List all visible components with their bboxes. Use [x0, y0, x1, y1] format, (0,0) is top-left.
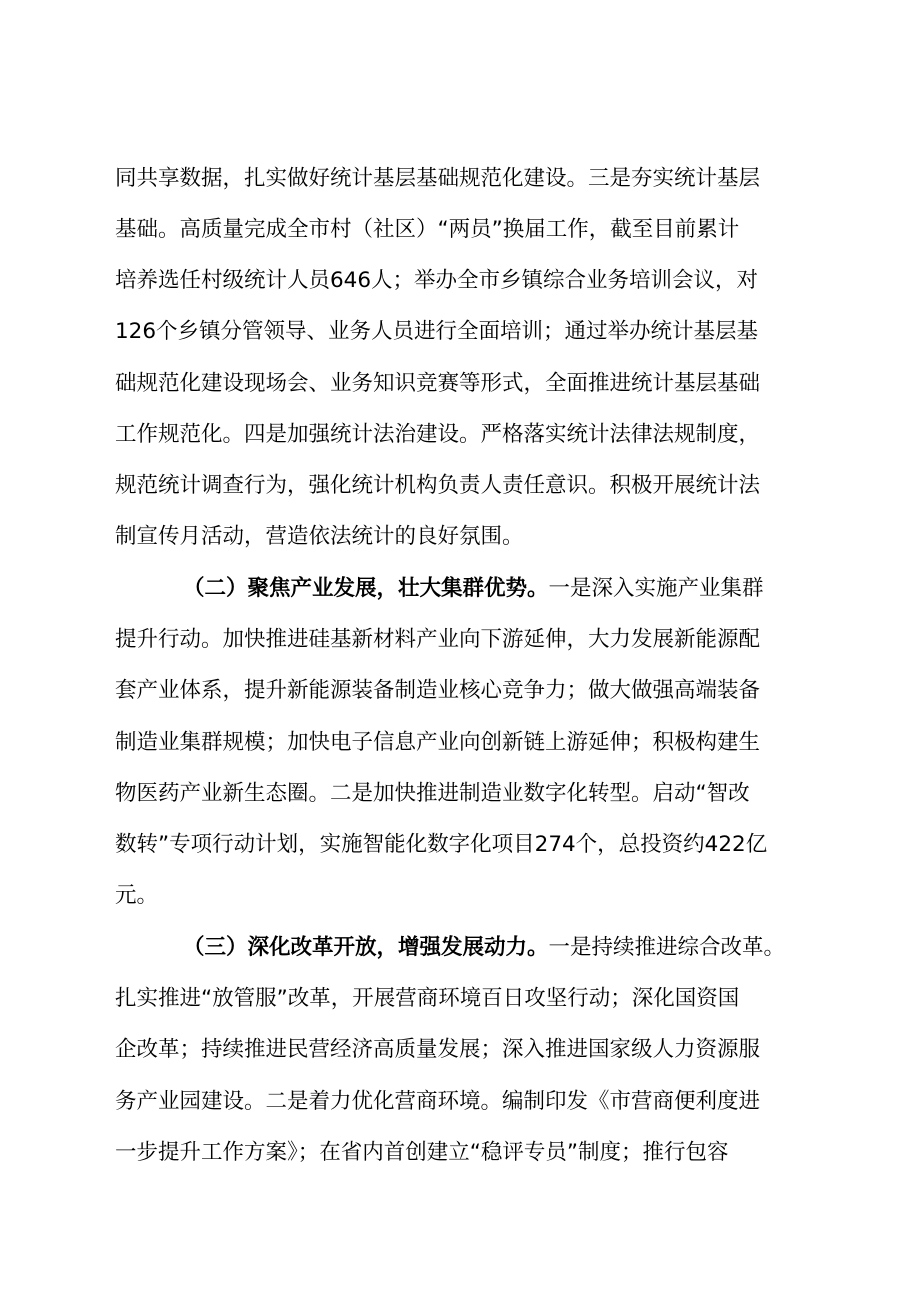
- line-text: 提升行动。加快推进硅基新材料产业向下游延伸，大力发展新能源配: [115, 627, 761, 652]
- line-text: 制造业集群规模；加快电子信息产业向创新链上游延伸；积极构建生: [115, 730, 761, 755]
- text-line: [0, 671, 920, 711]
- section-heading: （三）深化改革开放，增强发展动力。: [183, 935, 549, 960]
- line-text: 数转”专项行动计划，实施智能化数字化项目274个，总投资约422亿: [115, 832, 768, 857]
- text-line: [0, 979, 920, 1019]
- line-text: 套产业体系，提升新能源装备制造业核心竞争力；做大做强高端装备: [115, 678, 761, 703]
- line-text: 础规范化建设现场会、业务知识竞赛等形式，全面推进统计基层基础: [115, 371, 761, 396]
- text-line: [0, 210, 920, 250]
- line-text: 制宣传月活动，营造依法统计的良好氛围。: [115, 524, 524, 549]
- line-text: 基础。高质量完成全市村（社区）“两员”换届工作，截至目前累计: [115, 217, 740, 242]
- text-line: [0, 517, 920, 557]
- text-line: [0, 876, 920, 916]
- line-text: 工作规范化。四是加强统计法治建设。严格落实统计法律法规制度，: [115, 422, 761, 447]
- line-text: 同共享数据，扎实做好统计基层基础规范化建设。三是夯实统计基层: [115, 166, 761, 191]
- text-line: [0, 620, 920, 660]
- text-line: [0, 1030, 920, 1070]
- text-line: [0, 825, 920, 865]
- text-line: [0, 1133, 920, 1173]
- line-text: 126个乡镇分管领导、业务人员进行全面培训；通过举办统计基层基: [115, 319, 759, 344]
- line-text: 企改革；持续推进民营经济高质量发展；深入推进国家级人力资源服: [115, 1037, 761, 1062]
- line-text: 扎实推进“放管服”改革，开展营商环境百日攻坚行动；深化国资国: [115, 986, 740, 1011]
- text-line: [0, 723, 920, 763]
- text-line: [0, 466, 920, 506]
- text-line: [0, 1082, 920, 1122]
- line-text: 规范统计调查行为，强化统计机构负责人责任意识。积极开展统计法: [115, 473, 761, 498]
- text-line: [0, 364, 920, 404]
- section-heading-line: [0, 928, 920, 968]
- line-text: 一是持续推进综合改革。: [548, 935, 786, 960]
- line-text: 元。: [115, 883, 159, 908]
- line-text: 务产业园建设。二是着力优化营商环境。编制印发《市营商便利度进: [115, 1089, 761, 1114]
- text-line: [0, 415, 920, 455]
- line-text: 一步提升工作方案》；在省内首创建立“稳评专员”制度；推行包容: [115, 1140, 729, 1165]
- section-heading: （二）聚焦产业发展，壮大集群优势。: [183, 576, 549, 601]
- text-line: [0, 159, 920, 199]
- line-text: 物医药产业新生态圈。二是加快推进制造业数字化转型。启动“智改: [115, 781, 750, 806]
- line-text: 一是深入实施产业集群: [548, 576, 764, 601]
- line-text: 培养选任村级统计人员646人；举办全市乡镇综合业务培训会议，对: [115, 268, 759, 293]
- section-heading-line: [0, 569, 920, 609]
- text-line: [0, 312, 920, 352]
- text-line: [0, 261, 920, 301]
- text-line: [0, 774, 920, 814]
